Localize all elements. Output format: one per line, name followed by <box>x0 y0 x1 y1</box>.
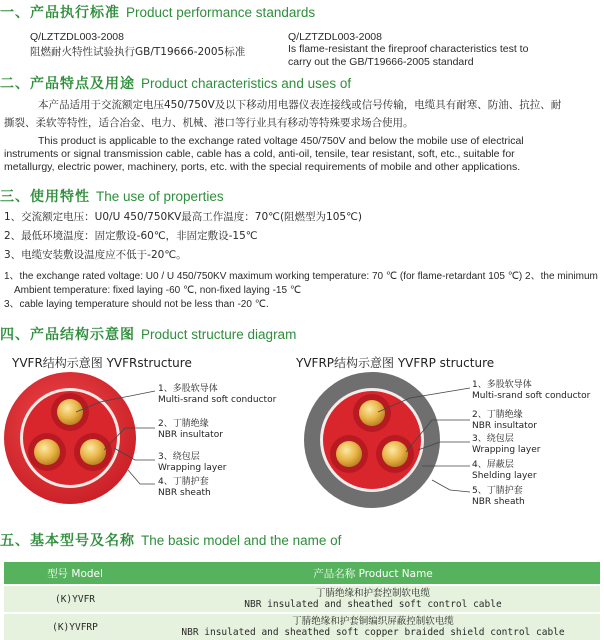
yvfrp-label-2: 2、丁腈绝缘 NBR insultator <box>472 410 537 431</box>
yvfr-label-1: 1、多股软导体 Multi-srand soft conductor <box>158 384 277 405</box>
yvfr-label-4: 4、丁腈护套 NBR sheath <box>158 477 211 498</box>
header-model: 型号 Model <box>4 562 146 585</box>
yvfrp-label-4: 4、屏蔽层 Shelding layer <box>472 460 537 481</box>
table-row <box>4 585 600 613</box>
yvfr-core-left <box>28 433 66 471</box>
yvfr-leader-4 <box>128 470 155 484</box>
usage-en-line2: instruments or signal transmission cable, cable has a cold, anti-oil, tensile, tear resistant, soft, etc., suitable for <box>4 148 515 160</box>
section-3-heading: 三、使用特性 The use of properties <box>0 189 224 205</box>
yvfr-core-right <box>74 433 112 471</box>
usage-en-line1: This product is applicable to the exchange rated voltage 450/750V and below the mobile use of electrical <box>38 135 524 147</box>
model-table <box>4 562 600 640</box>
property-cn-3: 3、电缆安装敷设温度应不低于-20℃。 <box>4 249 187 261</box>
yvfrp-label-1: 1、多股软导体 Multi-srand soft conductor <box>472 380 591 401</box>
yvfrp-leader-5 <box>432 480 470 492</box>
yvfrp-diagram-title: YVFRP结构示意图 YVFRP structure <box>296 356 495 370</box>
yvfrp-core-top <box>353 394 391 432</box>
standard-code-cn: Q/LZTZDL003-2008 <box>30 31 124 43</box>
yvfrp-core-left <box>330 435 368 473</box>
yvfr-core-top <box>51 393 89 431</box>
yvfrp-label-3: 3、绕包层 Wrapping layer <box>472 434 541 455</box>
yvfr-label-2: 2、丁腈绝缘 NBR insultator <box>158 419 223 440</box>
row-product-name: 丁腈绝缘和护套控制软电缆 NBR insulated and sheathed soft control cable <box>146 585 600 613</box>
section-1-heading: 一、产品执行标准 Product performance standards <box>0 5 316 21</box>
usage-cn-line1: 本产品适用于交流额定电压450/750V及以下移动用电器仪表连接线或信号传输，电缆具有耐寒、防油、抗拉、耐 <box>38 99 562 111</box>
standard-desc-en-line2: carry out the GB/T19666-2005 standard <box>288 56 474 68</box>
property-cn-2: 2、最低环境温度：固定敷设-60℃，非固定敷设-15℃ <box>4 230 258 242</box>
yvfr-diagram-title: YVFR结构示意图 YVFRstructure <box>12 356 192 370</box>
row-model: (K)YVFR <box>4 585 146 613</box>
yvfrp-cross-section <box>304 372 470 508</box>
section-5-heading: 五、基本型号及名称 The basic model and the name of <box>0 533 342 549</box>
header-product-name: 产品名称 Product Name <box>146 562 600 585</box>
section-4-heading: 四、产品结构示意图 Product structure diagram <box>0 327 297 343</box>
yvfrp-label-5: 5、丁腈护套 NBR sheath <box>472 486 525 507</box>
property-cn-1: 1、交流额定电压：U0/U 450/750KV最高工作温度：70℃(阻燃型为105℃) <box>4 211 362 223</box>
usage-en-line3: metallurgy, electric power, machinery, ports, etc. with the special requirements of mobile and other applications. <box>4 161 521 173</box>
model-table-header <box>4 562 600 585</box>
standard-code-en: Q/LZTZDL003-2008 <box>288 31 382 43</box>
property-en-1: 1、the exchange rated voltage: U0 / U 450/750KV maximum working temperature: 70 ℃ (for flame-retardant 105 ℃) 2、the minimum <box>4 271 598 282</box>
usage-cn-line2: 撕裂、柔软等特性，适合冶金、电力、机械、港口等行业具有移动等特殊要求场合使用。 <box>4 117 414 129</box>
row-product-name: 丁腈绝缘和护套铜编织屏蔽控制软电缆 NBR insulated and sheathed soft copper braided shield control cable <box>146 613 600 640</box>
standard-desc-en-line1: Is flame-resistant the fireproof characteristics test to <box>288 43 529 55</box>
section-2-heading: 二、产品特点及用途 Product characteristics and uses of <box>0 76 352 92</box>
standard-desc-cn: 阻燃耐火特性试验执行GB/T19666-2005标准 <box>30 46 246 58</box>
property-en-2: Ambient temperature: fixed laying -60 ℃, non-fixed laying -15 ℃ <box>14 285 302 296</box>
property-en-3: 3、cable laying temperature should not be less than -20 ℃. <box>4 299 269 310</box>
yvfr-cross-section <box>4 372 155 504</box>
yvfrp-core-right <box>376 435 414 473</box>
row-model: (K)YVFRP <box>4 613 146 640</box>
yvfr-label-3: 3、绕包层 Wrapping layer <box>158 452 227 473</box>
